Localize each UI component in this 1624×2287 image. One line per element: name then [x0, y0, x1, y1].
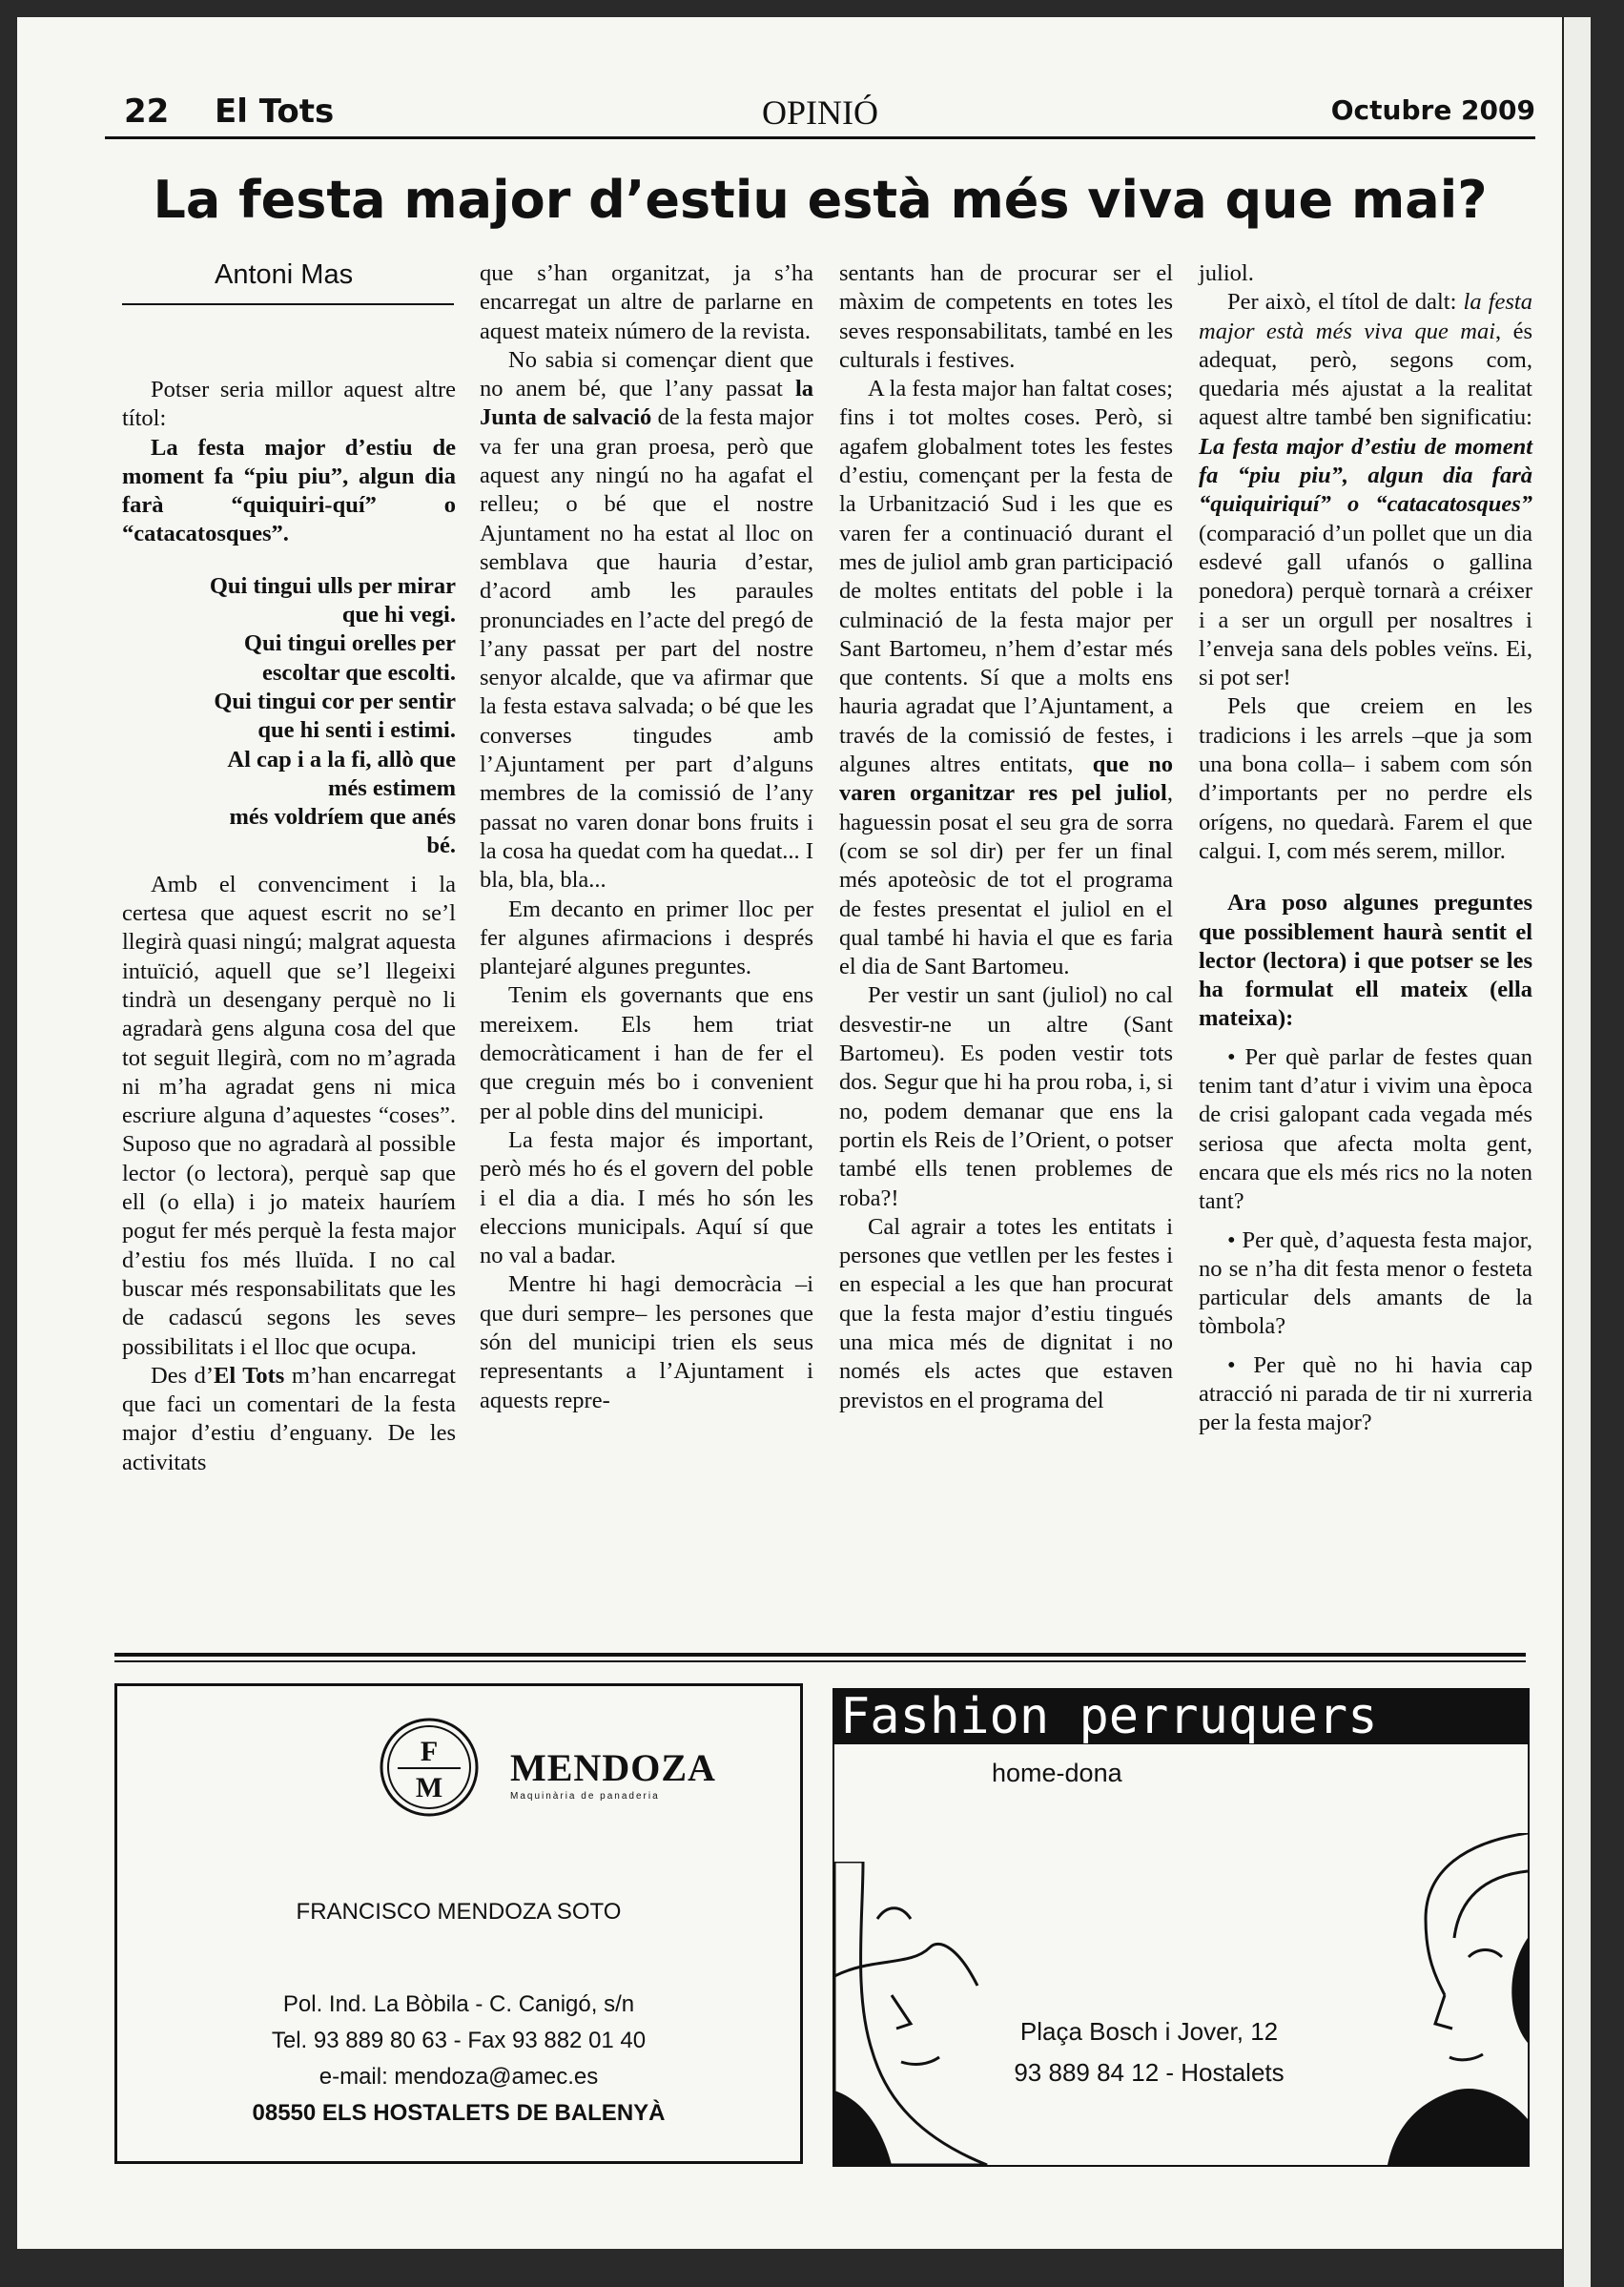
page-header: [105, 91, 1535, 139]
paragraph: Amb el convenciment i la certesa que aquest escrit no se’l llegirà quasi ningú; malgrat aquesta intuïció, aquell que se’l llegeixi tindrà un desengany perquè no li agradarà gens alguna cosa del que tot seguit llegirà, com no m’agrada ni m’ha agradat gens ni mica escriure alguna d’aquestes “coses”. Suposo que no agradarà al possible lector (o lectora), perquè sap que ell (o ella) i jo mateix hauríem pogut fer més perquè la festa major d’estiu fos més lluïda. I no cal buscar més responsabilitats que les de cadascú segons les seves possibilitats i el lloc que ocupa.: [122, 871, 456, 1360]
text-run: , haguessin posat el seu gra de sorra (com se sol dir) per fer un final més apoteòsic de tot el programa de festes presentat el juliol en el qual també hi havia el que es faria el dia de Sant Bartomeu.: [839, 780, 1173, 980]
question: • Per què parlar de festes quan tenim tant d’atur i vivim una època de crisi galopant cada vegada més seriosa que afecta molta gent, encara que els més rics no la noten tant?: [1199, 1043, 1532, 1215]
mendoza-city: 08550 ELS HOSTALETS DE BALENYÀ: [252, 2100, 666, 2126]
paragraph: sentants han de procurar ser el màxim de competents en totes les seves responsabilitats, també en les culturals i festives.: [839, 260, 1173, 373]
verse-line: Qui tingui ulls per mirar: [209, 572, 456, 599]
mendoza-tagline: Maquinària de panaderia: [510, 1791, 660, 1802]
man-face-icon: [1368, 1833, 1528, 2165]
text-run: , és adequat, però, segons com, quedaria més ajustat a la realitat aquest altre també ben significatiu:: [1199, 318, 1532, 431]
paragraph: [122, 1362, 456, 1477]
question: • Per què, d’aquesta festa major, no se n’ha dit festa menor o festeta particular dels amants de la tòmbola?: [1199, 1226, 1532, 1340]
alternative-title: La festa major d’estiu de moment fa “piu piu”, algun dia farà “quiquiri-quí” o “catacatosques”.: [122, 434, 456, 547]
verse-line: que hi senti i estimi.: [257, 717, 456, 744]
fashion-address: Plaça Bosch i Jover, 12: [1019, 2017, 1279, 2046]
question: • Per què no hi havia cap atracció ni parada de tir ni xurreria per la festa major?: [1199, 1351, 1532, 1436]
paragraph: [839, 375, 1173, 981]
verse-line: més voldríem que anés: [229, 804, 456, 831]
verse-line: Al cap i a la fi, allò que: [227, 746, 456, 773]
article-column-1: [122, 376, 456, 1477]
text-run: de la festa major va fer una gran proesa, però que aquest any ningú no ha agafat el relleu; o bé que el nostre Ajuntament no ha estat al lloc on semblava que hauria d’estar, d’acord amb les paraules pronunciades en l’acte del pregó de l’any passat per part del nostre senyor alcalde, que va afirmar que la festa estava salvada; o bé que les converses tingudes amb l’Ajuntament per part d’alguns membres de la comissió de l’any passat no varen donar bons fruits i la cosa ha quedat com ha quedat... I bla, bla, bla...: [480, 404, 814, 894]
author-divider: [122, 303, 454, 305]
svg-text:M: M: [415, 1772, 443, 1803]
bold-italic-text: La festa major d’estiu de moment fa “piu piu”, algun dia farà “quiquiriquí” o “catacatosques”: [1199, 433, 1532, 518]
text-run: A la festa major han faltat coses; fins i tot moltes coses. Però, si agafem globalment totes les festes d’estiu, començant per la festa de la Urbanització Sud i les que es varen fer a continuació durant el mes de juliol amb gran participació de moltes entitats del poble i la culminació de la festa major per Sant Bartomeu, n’hem d’estar més que contents. Sí que a molts ens hauria agradat que l’Ajuntament, a través de la comissió de festes, i algunes altres entitats,: [839, 376, 1173, 778]
questions-intro: Ara poso algunes preguntes que possiblement haurà sentit el lector (lectora) i que potser se les ha formulat ell mateix (ella mateixa):: [1199, 890, 1532, 1032]
article-column-4: [1199, 259, 1532, 1438]
bold-text: que no varen organitzar res pel juliol: [839, 752, 1173, 807]
text-run: Per això, el títol de dalt:: [1227, 289, 1464, 316]
issue-date: Octubre 2009: [1330, 94, 1535, 126]
mendoza-brand: MENDOZA: [510, 1746, 716, 1789]
publication-mention: El Tots: [214, 1362, 285, 1389]
italic-text: la festa major està més viva que mai: [1199, 289, 1532, 344]
paragraph: Per vestir un sant (juliol) no cal desvestir-ne un altre (Sant Bartomeu). Es poden vestir tots dos. Segur que hi ha prou roba, i, si no, podem demanar que ens la portin els Reis de l’Orient, o potser també ells tenen problemes de roba?!: [839, 982, 1173, 1211]
mendoza-ad: [114, 1683, 803, 2164]
ads-divider-thick: [114, 1653, 1526, 1657]
paragraph: Potser seria millor aquest altre títol:: [122, 377, 456, 432]
mendoza-owner: FRANCISCO MENDOZA SOTO: [296, 1899, 622, 1925]
page-number: 22: [124, 93, 170, 131]
fashion-phone: 93 889 84 12 - Hostalets: [1014, 2058, 1285, 2087]
verse-line: que hi vegi.: [341, 602, 456, 628]
text-run: No sabia si començar dient que no anem bé, que l’any passat: [480, 346, 813, 402]
fashion-perruquers-ad: [833, 1688, 1530, 2167]
publication-name: El Tots: [215, 93, 335, 131]
woman-face-icon: [834, 1862, 997, 2165]
mendoza-address: Pol. Ind. La Bòbila - C. Canigó, s/n: [282, 1991, 635, 2017]
paragraph: [1199, 288, 1532, 692]
fashion-title: Fashion perruquers: [834, 1690, 1530, 1744]
verse-line: més estimem: [327, 774, 456, 801]
section-title: OPINIÓ: [762, 93, 878, 132]
verse-block: [122, 572, 456, 861]
mendoza-phone: Tel. 93 889 80 63 - Fax 93 882 01 40: [271, 2028, 647, 2053]
article-column-3: [839, 259, 1173, 1415]
paragraph: [480, 346, 813, 896]
paragraph: Cal agrair a totes les entitats i persones que vetllen per les festes i en especial a les que han procurat que la festa major d’estiu tingués una mica més de dignitat i no només els actes que estaven previstos en el programa del: [839, 1213, 1173, 1413]
page-edge: [1562, 17, 1591, 2287]
text-run: m’han encarregat que faci un comentari de la festa major d’estiu d’enguany. De les activitats: [122, 1362, 456, 1475]
article-title: La festa major d’estiu està més viva que mai?: [153, 170, 1488, 230]
paragraph: Em decanto en primer lloc per fer algunes afirmacions i després plantejaré algunes preguntes.: [480, 896, 813, 980]
text-run: Des d’: [151, 1362, 215, 1389]
paragraph: Pels que creiem en les tradicions i les arrels –que ja som una bona colla– i sabem com són d’importants per no perdre els orígens, no quedarà. Farem el que calgui. I, com més serem, millor.: [1199, 693, 1532, 864]
mendoza-email: e-mail: mendoza@amec.es: [319, 2064, 599, 2090]
verse-line: bé.: [426, 833, 456, 859]
ads-divider-thin: [114, 1660, 1526, 1662]
article-column-2: [480, 259, 813, 1415]
paragraph: Tenim els governants que ens mereixem. Els hem triat democràticament i han de fer el que creguin més bo i convenient per al poble dins del municipi.: [480, 982, 813, 1124]
mendoza-logo-icon: [377, 1715, 482, 1820]
paragraph: que s’han organitzat, ja s’ha encarregat un altre de parlarne en aquest mateix número de la revista.: [480, 260, 813, 344]
paragraph: La festa major és important, però més ho és el govern del poble i el dia a dia. I més ho són les eleccions municipals. Aquí sí que no val a badar.: [480, 1126, 813, 1269]
article-author: Antoni Mas: [215, 259, 354, 290]
verse-line: Qui tingui orelles per: [243, 630, 456, 657]
verse-line: Qui tingui cor per sentir: [214, 688, 456, 714]
paragraph: Mentre hi hagi democràcia –i que duri sempre– les persones que són del municipi trien els seus representants a l’Ajuntament i aquests repre-: [480, 1271, 813, 1413]
svg-text:F: F: [420, 1736, 439, 1767]
verse-line: escoltar que escolti.: [262, 659, 456, 686]
bold-text: la Junta de salvació: [480, 376, 813, 431]
paragraph: juliol.: [1199, 260, 1254, 286]
text-run: (comparació d’un pollet que un dia esdevé gall ufanós o gallina ponedora) perquè tornarà a créixer i a ser un orgull per nosaltres i l’enveja sana dels pobles veïns. Ei, si pot ser!: [1199, 520, 1532, 691]
fashion-subtitle: home-dona: [992, 1759, 1122, 1787]
